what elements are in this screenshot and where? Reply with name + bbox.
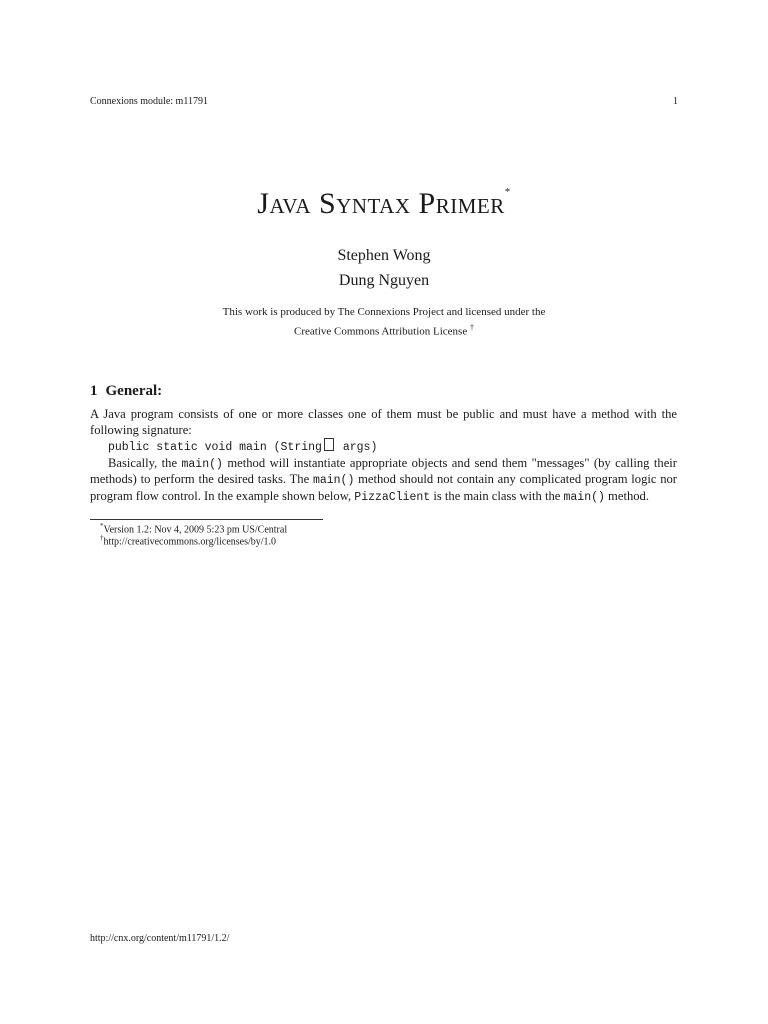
author-name: Dung Nguyen xyxy=(338,272,430,289)
license-line-1: This work is produced by The Connexions Project and licensed under the xyxy=(222,306,546,318)
footnote-marker: † xyxy=(100,534,104,542)
array-bracket-icon xyxy=(324,438,334,451)
code-pizzaclient: PizzaClient xyxy=(354,490,431,504)
section-number: 1 xyxy=(90,383,98,399)
text-run: Basically, the xyxy=(108,455,182,470)
code-main: main() xyxy=(312,474,355,487)
module-header: Connexions module: m11791 xyxy=(90,96,208,107)
footnote-divider xyxy=(90,519,323,520)
signature-start: public static void main (String xyxy=(108,441,322,454)
paragraph-intro: A Java program consists of one or more classes one of them must be public and must have a method with the following signature: xyxy=(90,407,677,437)
section-title: General: xyxy=(105,383,163,399)
license-link[interactable]: Creative Commons Attribution License xyxy=(294,325,468,338)
section-heading xyxy=(90,383,162,400)
text-run: method should not contain any complicated program logic nor program flow control. In the example shown below, xyxy=(90,472,677,503)
paragraph-main-method xyxy=(90,456,677,506)
signature-end: args) xyxy=(335,441,378,454)
footnote xyxy=(100,534,276,547)
title-text: Java Syntax Primer xyxy=(257,187,505,220)
footnote-text: Version 1.2: Nov 4, 2009 5:23 pm US/Central xyxy=(103,524,288,536)
license-statement xyxy=(0,305,768,340)
author-name: Stephen Wong xyxy=(337,247,431,264)
text-run: is the main class with the xyxy=(430,488,564,503)
code-main: main() xyxy=(181,457,223,471)
footnote-link[interactable]: http://creativecommons.org/licenses/by/1.0 xyxy=(103,536,277,548)
title-footnote-marker: * xyxy=(504,186,511,198)
section-body xyxy=(90,407,677,505)
method-signature xyxy=(90,438,677,456)
text-run: method. xyxy=(604,488,649,503)
license-line-2 xyxy=(0,320,768,340)
license-footnote-marker: † xyxy=(469,323,474,332)
text-run: method will instantiate appropriate objects and send them "messages" (by calling their methods) to perform the desired tasks. The xyxy=(90,455,677,486)
footnote-marker: * xyxy=(100,522,104,530)
footer-url[interactable]: http://cnx.org/content/m11791/1.2/ xyxy=(90,933,230,944)
document-title xyxy=(0,186,768,221)
page-number: 1 xyxy=(673,96,678,107)
code-main: main() xyxy=(563,490,605,504)
